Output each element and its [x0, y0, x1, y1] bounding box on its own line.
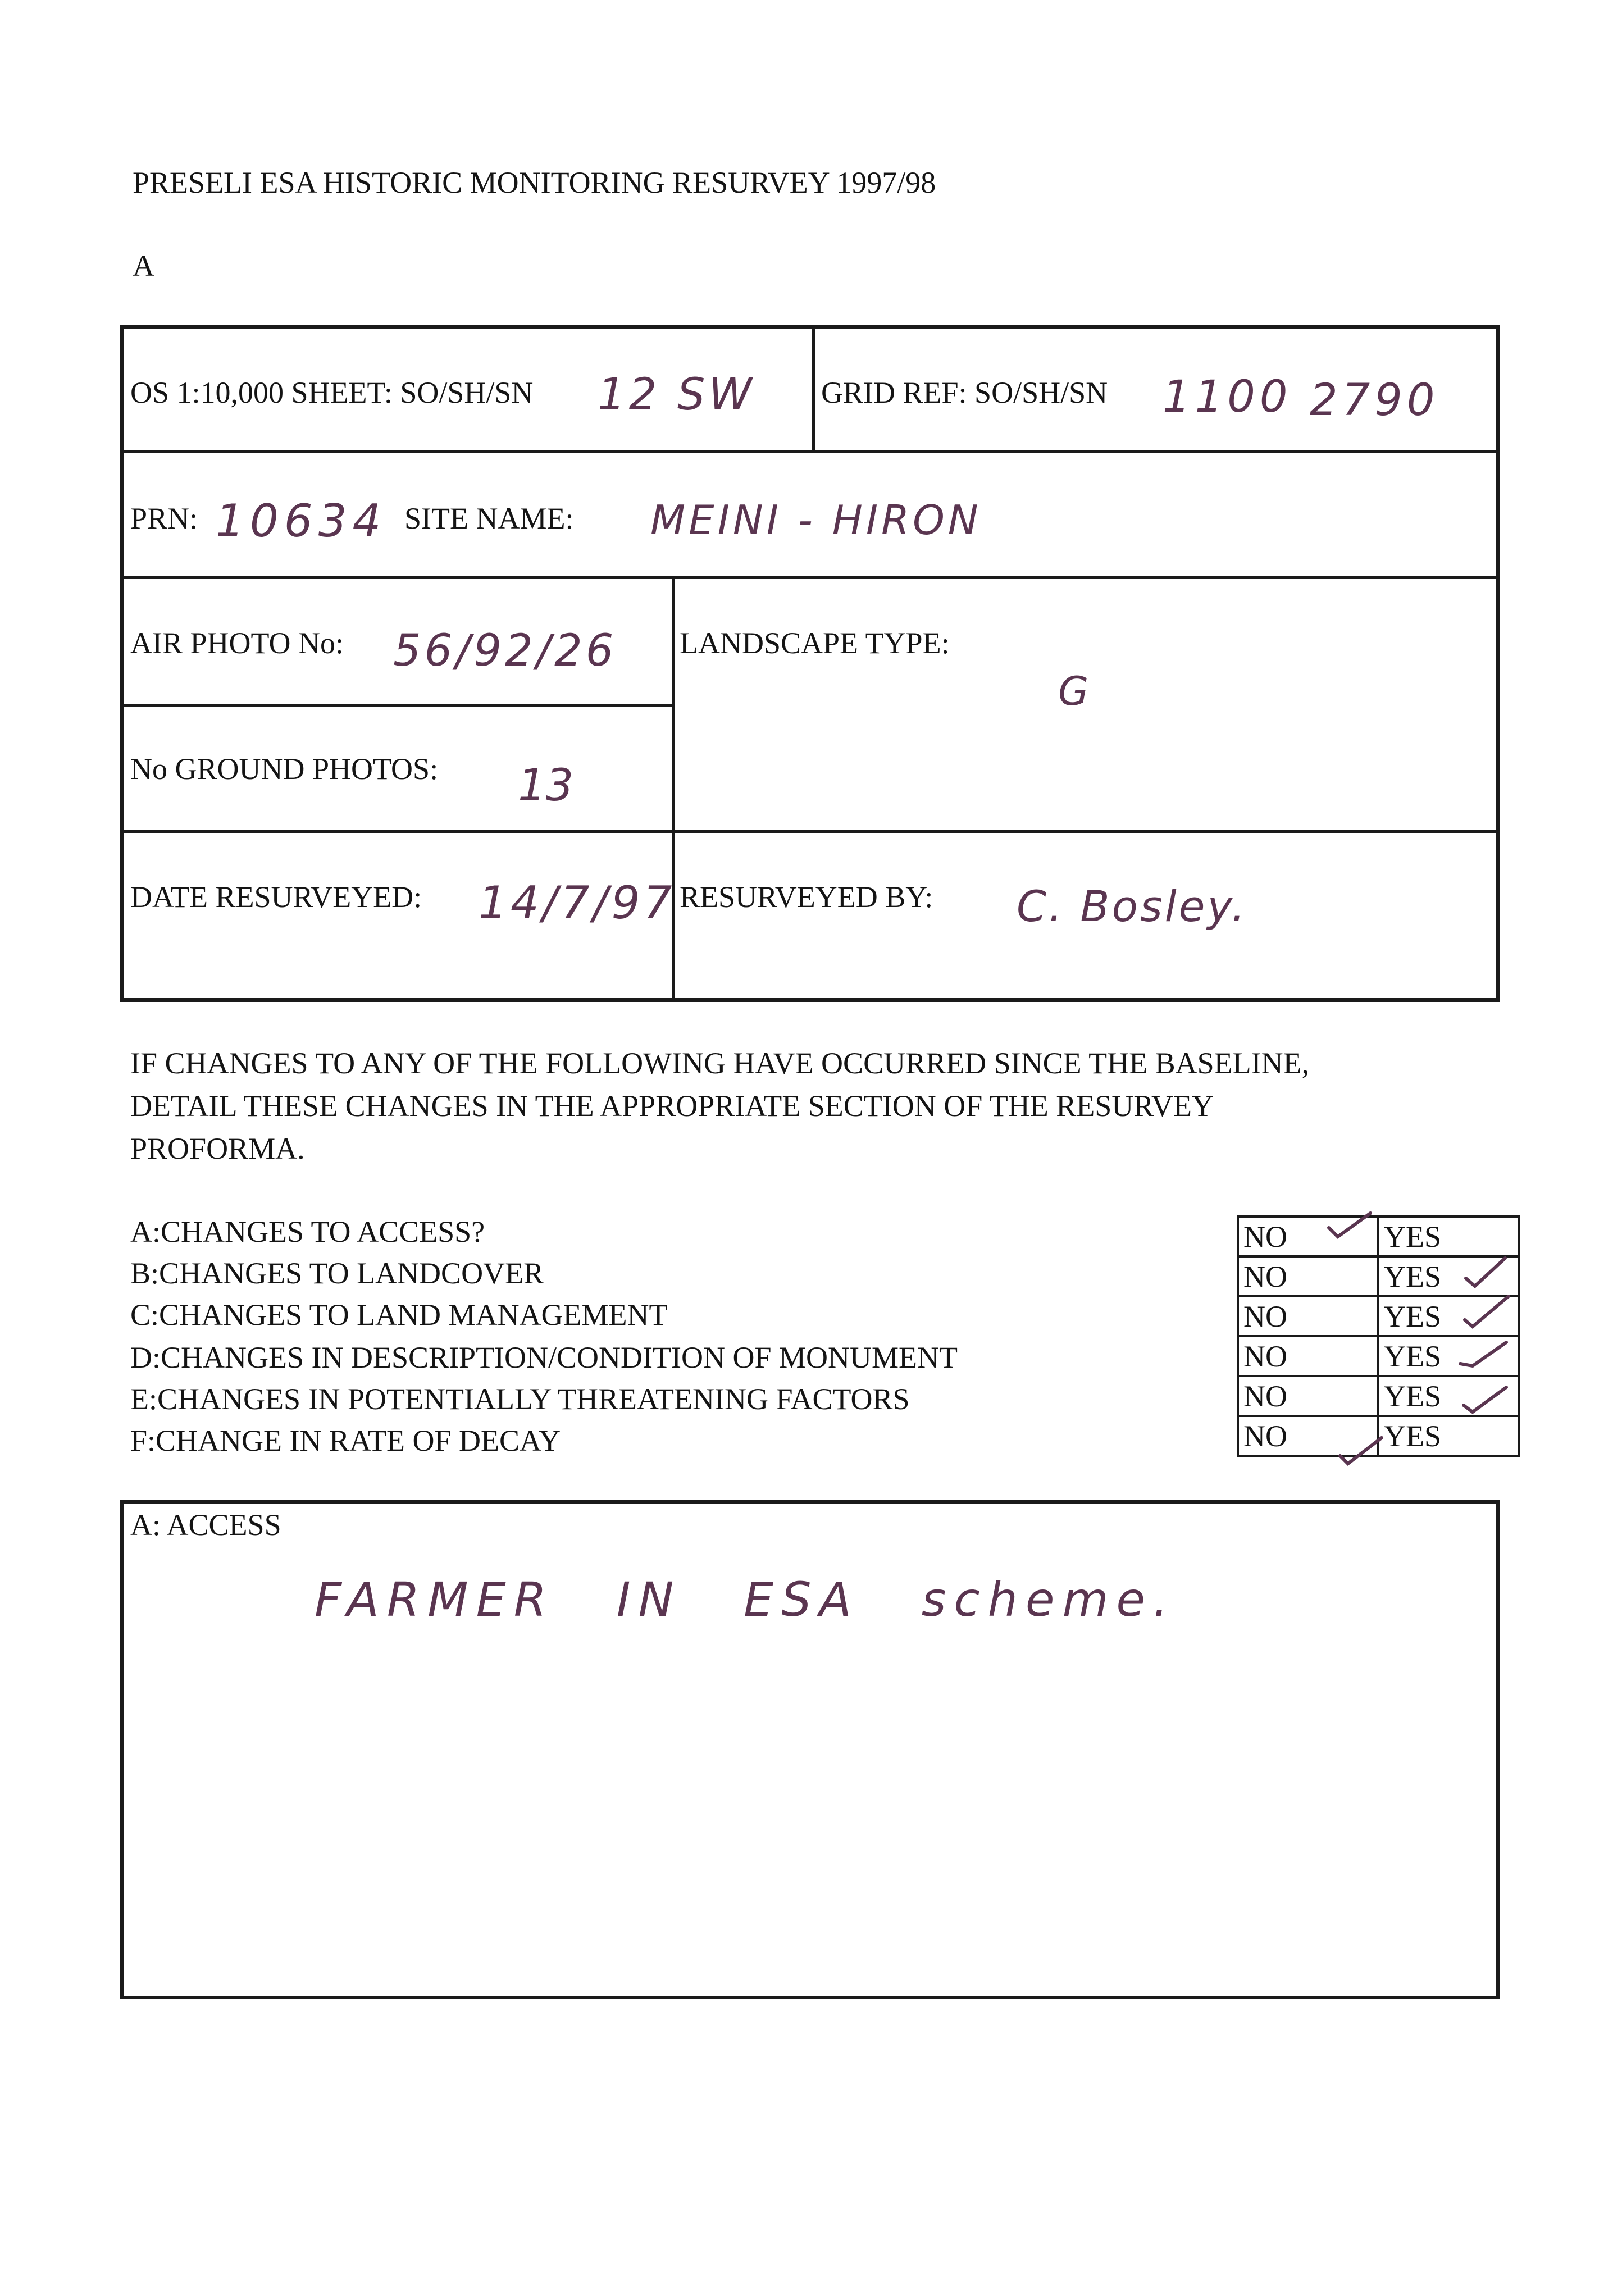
prn-value[interactable]: 10634: [216, 495, 387, 547]
ground-photos-label: No GROUND PHOTOS:: [130, 752, 439, 786]
air-photo-label: AIR PHOTO No:: [130, 626, 344, 660]
checklist-item-b: B:CHANGES TO LANDCOVER: [130, 1256, 544, 1290]
checkmark-icon: [1340, 1438, 1382, 1464]
grid-ref-easting[interactable]: 1100: [1163, 372, 1292, 422]
instructions-line-3: PROFORMA.: [130, 1132, 305, 1165]
site-name-value[interactable]: MEINI - HIRON: [650, 496, 982, 544]
page-title: PRESELI ESA HISTORIC MONITORING RESURVEY 1997/98: [133, 166, 936, 199]
date-resurveyed-value[interactable]: 14/7/97: [479, 877, 676, 929]
checkmark-icon: [1465, 1296, 1509, 1327]
form-divider: [120, 704, 674, 707]
form-divider: [120, 830, 1500, 833]
resurveyed-by-value[interactable]: C. Bosley.: [1017, 881, 1247, 931]
checkmark-icons: [1325, 1202, 1516, 1472]
form-divider: [672, 576, 675, 1002]
os-sheet-label: OS 1:10,000 SHEET: SO/SH/SN: [130, 376, 534, 409]
form-divider: [812, 325, 815, 453]
yes-option[interactable]: YES: [1378, 1296, 1519, 1336]
checklist-item-d: D:CHANGES IN DESCRIPTION/CONDITION OF MONUMENT: [130, 1341, 958, 1374]
checkmark-icon: [1464, 1387, 1506, 1412]
checklist-item-a: A:CHANGES TO ACCESS?: [130, 1215, 485, 1249]
yes-option[interactable]: YES: [1378, 1336, 1519, 1376]
ground-photos-value[interactable]: 13: [518, 760, 574, 811]
yes-option[interactable]: YES: [1378, 1256, 1519, 1296]
form-divider: [120, 450, 1500, 453]
checklist-item-c: C:CHANGES TO LAND MANAGEMENT: [130, 1298, 668, 1332]
grid-ref-label: GRID REF: SO/SH/SN: [821, 376, 1108, 409]
no-option[interactable]: NO: [1238, 1256, 1378, 1296]
yes-option[interactable]: YES: [1378, 1416, 1519, 1456]
yes-option[interactable]: YES: [1378, 1376, 1519, 1416]
access-notes[interactable]: FARMER IN ESA scheme.: [315, 1572, 1176, 1627]
checkmark-icon: [1460, 1342, 1506, 1366]
section-letter: A: [133, 249, 154, 283]
no-option[interactable]: NO: [1238, 1376, 1378, 1416]
instructions-line-2: DETAIL THESE CHANGES IN THE APPROPRIATE SECTION OF THE RESURVEY: [130, 1089, 1214, 1123]
site-name-label: SITE NAME:: [404, 502, 574, 535]
form-divider: [120, 576, 1500, 579]
landscape-type-label: LANDSCAPE TYPE:: [680, 626, 950, 660]
no-option[interactable]: NO: [1238, 1416, 1378, 1456]
air-photo-value[interactable]: 56/92/26: [393, 626, 617, 676]
no-option[interactable]: NO: [1238, 1296, 1378, 1336]
date-resurveyed-label: DATE RESURVEYED:: [130, 880, 422, 914]
yes-option[interactable]: YES: [1378, 1217, 1519, 1256]
resurveyed-by-label: RESURVEYED BY:: [680, 880, 933, 914]
no-option[interactable]: NO: [1238, 1336, 1378, 1376]
checkmark-icon: [1329, 1213, 1370, 1237]
os-sheet-value[interactable]: 12 SW: [598, 370, 755, 420]
no-option[interactable]: NO: [1238, 1217, 1378, 1256]
checklist-item-f: F:CHANGE IN RATE OF DECAY: [130, 1424, 561, 1457]
prn-label: PRN:: [130, 502, 198, 535]
access-heading: A: ACCESS: [130, 1508, 281, 1542]
checklist-item-e: E:CHANGES IN POTENTIALLY THREATENING FACTORS: [130, 1382, 910, 1416]
grid-ref-northing[interactable]: 2790: [1310, 375, 1439, 426]
checkmark-icon: [1466, 1258, 1505, 1286]
instructions-line-1: IF CHANGES TO ANY OF THE FOLLOWING HAVE OCCURRED SINCE THE BASELINE,: [130, 1046, 1310, 1080]
landscape-type-value[interactable]: G: [1058, 668, 1089, 714]
